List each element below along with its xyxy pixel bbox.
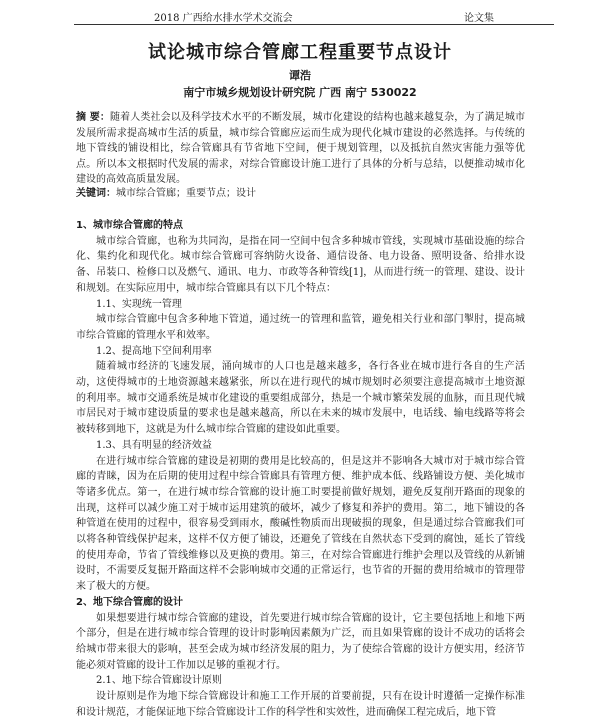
abstract [76, 110, 525, 188]
section-1-intro: 城市综合管廊，也称为共同沟，是指在同一空间中包含多种城市管线，实现城市基础设施的综合化、集约化和现代化。城市综合管廊可容纳防火设备、通信设备、电力设备、照明设备、给排水设备、吊装口、检修口以及燃气、通讯、电力、市政等各种管线[1]，从而进行统一的管理、建设、设计和规划。在实际应用中，城市综合管廊具有以下几个特点： [76, 235, 525, 294]
paper-affiliation: 南宁市城乡规划设计研究院 广西 南宁 530022 [183, 86, 417, 99]
section-1-3-text: 在进行城市综合管廊的建设是初期的费用是比较高的，但是这并不影响各大城市对于城市综合管廊的青睐，因为在后期的使用过程中综合管廊具有管理方便、维护成本低、线路铺设方便、美化城市等诸多优点。第一，在进行城市综合管廊的设计施工时要提前做好规划，避免反复削开路面的现象的出现，这样可以减少施工对于城市运用建筑的破坏，减少了修复和养护的费用。第二，地下铺设的各种管道在使用的过程中，很容易受到雨水，酸碱性物质而出现破损的现象，但是通过综合管廊我们可以将各种管线保护起来，这样不仅方便了铺设，还避免了管线在自然状态下受到的腐蚀，延长了管线的使用寿命，节省了管线维修以及更换的费用。第三，在对综合管廊进行维护会理以及管线的从新铺设时，不需要反复掘开路面这样不会影响城市交通的正常运行，也节省的开掘的费用给城市的管理带来了极大的方便。 [76, 455, 525, 593]
keywords [76, 187, 525, 201]
section-2-1-heading: 2.1、地下综合管廊设计原则 [96, 675, 222, 687]
paper-body [76, 218, 525, 721]
section-2-intro: 如果想要进行城市综合管廊的建设，首先要进行城市综合管廊的设计，它主要包括地上和地下两个部分，但是在进行城市综合管理的设计时影响因素颇为广泛，而且如果管廊的设计不成功的话将会给城市带来很大的影响，甚至会成为城市经济发展的阻力，为了使综合管廊的设计方便实用，经济节能必须对管廊的设计工作加以足够的重视才行。 [76, 612, 525, 671]
paper-title: 试论城市综合管廊工程重要节点设计 [148, 42, 452, 63]
section-1-3-heading: 1.3、具有明显的经济效益 [96, 439, 212, 451]
abstract-text: 随着人类社会以及科学技术水平的不断发展，城市化建设的结构也越来越复杂，为了满足城市发展所需求提高城市生活的质量，城市综合管廊应运而生成为现代化城市建设的必然选择。与传统的地下管线的铺设相比，综合管廊具有节省地下空间，便于规划管理，以及抵抗自然灾害能力强等优点。所以本文根据时代发展的需求，对综合管廊设计施工进行了具体的分析与总结，以便推动城市化建设的高效高质量发展。 [76, 112, 525, 186]
section-1-2-heading: 1.2、提高地下空间利用率 [96, 345, 212, 357]
running-header-collection: 论文集 [464, 13, 494, 24]
section-2-heading: 2、地下综合管廊的设计 [76, 596, 183, 608]
keywords-text: 城市综合管廊；重要节点；设计 [116, 188, 256, 199]
section-1-heading: 1、城市综合管廊的特点 [76, 220, 183, 231]
section-1-1-text: 城市综合管廊中包含多种地下管道，通过统一的管理和监管，避免相关行业和部门掣肘，提高城市综合管廊的管理水平和效率。 [76, 314, 525, 341]
section-2-1-text: 设计原则是作为地下综合管廊设计和施工工作开展的首要前提，只有在设计时遵循一定操作标准和设计规范，才能保证地下综合管廊设计工作的科学性和实效性，进而确保工程完成后，地下管 [76, 691, 525, 718]
running-header [74, 6, 554, 25]
section-1-2-text: 随着城市经济的飞速发展，涌向城市的人口也是越来越多，各行各业在城市进行各自的生产活动，这使得城市的土地资源越来越紧张，所以在进行现代的城市规划时必须要注意提高城市土地资源的利用率。城市交通系统是城市化建设的重要组成部分，热是一个城市繁荣发展的血脉，而且现代城市居民对于城市建设质量的要求也是越来越高，所以在未来的城市发展中，电话线、输电线路等将会被转移到地下，这就是为什么城市综合管廊的建设如此重要。 [76, 361, 525, 436]
keywords-label: 关键词： [76, 188, 116, 199]
paper-author: 谭浩 [289, 69, 311, 82]
running-header-conference: 2018 广西给水排水学术交流会 [154, 13, 293, 24]
section-1-1-heading: 1.1、实现统一管理 [96, 298, 182, 310]
abstract-label: 摘 要： [76, 112, 110, 123]
